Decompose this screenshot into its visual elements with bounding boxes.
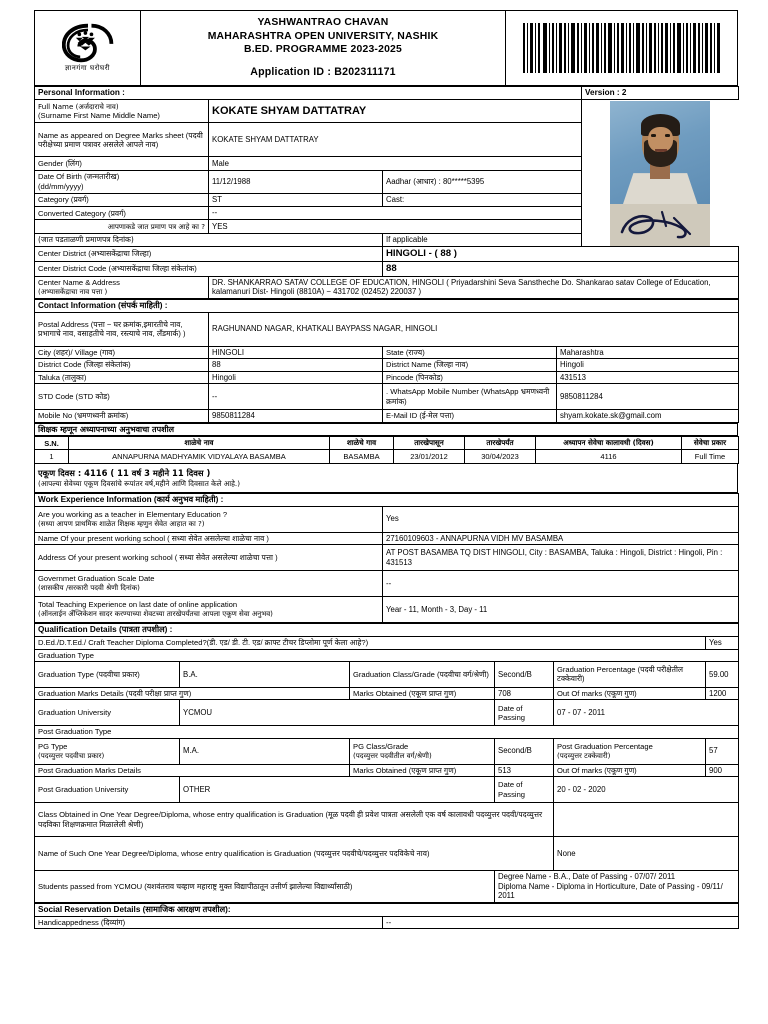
row-city-state <box>35 346 739 359</box>
ycmou-diploma-line: Diploma Name - Diploma in Horticulture, Date of Passing - 09/11/ 2011 <box>498 881 723 901</box>
row-district <box>35 359 739 372</box>
pg-percentage-label <box>554 738 706 764</box>
pg-type-label-dev: (पदव्युत्तर पदवीचा प्रकार) <box>38 750 105 760</box>
present-school-address-value: AT POST BASAMBA TQ DIST HINGOLI, City : BASAMBA, Taluka : Hingoli, District : Hingoli, Pin : 431513 <box>383 545 739 571</box>
govt-scale-date-label <box>35 571 383 597</box>
dob-label-format: (dd/mm/yyyy) <box>38 181 84 191</box>
one-year-name-label: Name of Such One Year Degree/Diploma, whose entry qualification is Graduation (पदव्युत्तर पदवीचे/पदव्युत्तर पदविकेचे नाव) <box>35 837 554 871</box>
experience-total-cell <box>35 464 738 493</box>
photo-and-signature <box>582 100 739 247</box>
present-school-address-label: Address Of your present working school ( सध्या सेवेत असलेल्या शाळेचा पत्ता ) <box>35 545 383 571</box>
ycmou-degree-line: Degree Name - B.A., Date of Passing - 07/07/ 2011 <box>498 872 676 882</box>
ycmou-passed-label: Students passed from YCMOU (यशवंतराव चव्हाण महाराष्ट्र मुक्त विद्यापीठातून उत्तीर्ण झालेल्या विद्यार्थ्यांसाठी) <box>35 871 495 903</box>
cell-service-type: Full Time <box>682 450 739 463</box>
center-district-code-value: 88 <box>383 261 739 276</box>
district-code-label: District Code (जिल्हा संकेतांक) <box>35 359 209 372</box>
full-name-label <box>35 100 209 123</box>
taluka-label: Taluka (तालुका) <box>35 371 209 384</box>
cell-to-date: 30/04/2023 <box>465 450 536 463</box>
row-taluka-pincode <box>35 371 739 384</box>
university-logo <box>35 11 141 86</box>
version-label: Version : 2 <box>582 87 739 100</box>
center-district-label: Center District (अभ्यासकेंद्राचा जिल्हा) <box>35 247 383 262</box>
pg-marks-obtained-label: Marks Obtained (एकूण प्राप्त गुण) <box>350 764 495 777</box>
state-label: State (राज्य) <box>383 346 557 359</box>
cell-from-date: 23/01/2012 <box>394 450 465 463</box>
caste-certificate-label: आपणाकडे जात प्रमाण पत्र आहे का ? <box>35 220 209 233</box>
present-school-name-value: 27160109603 - ANNAPURNA VIDH MV BASAMBA <box>383 532 739 545</box>
converted-category-value: -- <box>209 206 582 219</box>
full-name-label-sub: (Surname First Name Middle Name) <box>38 111 160 121</box>
category-value: ST <box>209 193 383 206</box>
col-service-type: सेवेचा प्रकार <box>682 437 739 450</box>
barcode-cell <box>506 11 738 86</box>
section-work-experience-label: Work Experience Information (कार्य अनुभव माहिती) : <box>35 493 739 506</box>
row-pg-university <box>35 777 739 803</box>
university-line-2: MAHARASHTRA OPEN UNIVERSITY, NASHIK <box>207 30 439 42</box>
center-name-label-dev: (अभ्यासकेंद्राचा नाव पत्ता ) <box>38 286 108 296</box>
col-village: शाळेचे गाव <box>330 437 394 450</box>
handicappedness-label: Handicappedness (दिव्यांग) <box>35 916 383 929</box>
elementary-teacher-label-en: Are you working as a teacher in Elementary Education ? <box>38 509 228 519</box>
section-contact-information <box>35 299 739 312</box>
graduation-type-value: B.A. <box>180 661 350 687</box>
row-center-name-address <box>35 276 739 298</box>
pg-out-of-label: Out Of marks (एकूण गुण) <box>554 764 706 777</box>
pg-type-label <box>35 738 180 764</box>
pg-class-label-en: PG Class/Grade <box>353 741 409 751</box>
section-personal-label: Personal Information : <box>35 87 582 100</box>
row-present-school-name <box>35 532 739 545</box>
cell-village: BASAMBA <box>330 450 394 463</box>
row-elementary-teacher <box>35 506 739 532</box>
email-label: E-Mail ID (ई-मेल पत्ता) <box>383 410 557 423</box>
whatsapp-value: 9850811284 <box>557 384 739 410</box>
aadhar-label: Aadhar (आधार) : 80*****5395 <box>383 170 582 193</box>
section-personal-information <box>35 87 739 100</box>
graduation-marks-label: Graduation Marks Details (पदवी परीक्षा प्राप्त गुण) <box>35 687 350 700</box>
programme-line: B.ED. PROGRAMME 2023-2025 <box>243 44 403 56</box>
caste-verification-label: (जात पडताळणी प्रमाणपत्र दिनांक) <box>35 233 383 246</box>
graduation-class-value: Second/B <box>495 661 554 687</box>
pg-percentage-label-en: Post Graduation Percentage <box>557 741 653 751</box>
std-code-label: STD Code (STD कोड) <box>35 384 209 410</box>
experience-header-row <box>35 437 739 450</box>
pg-dop-label: Date of Passing <box>495 777 554 803</box>
row-one-year-name <box>35 837 739 871</box>
row-graduation-type <box>35 661 739 687</box>
center-name-label-en: Center Name & Address <box>38 277 120 287</box>
row-graduation-type-header <box>35 649 739 661</box>
gender-label: Gender (लिंग) <box>35 157 209 170</box>
row-graduation-university <box>35 700 739 726</box>
ycmou-passed-value <box>495 871 739 903</box>
taluka-value: Hingoli <box>209 371 383 384</box>
total-experience-label-dev: (ऑनलाईन अँप्लिकेशन सादर करण्याच्या शेवटच्या तारखेपर्यंतचा आपला एकूण सेवा अनुभव) <box>38 609 273 619</box>
graduation-university-label: Graduation University <box>35 700 180 726</box>
row-center-district-code <box>35 261 739 276</box>
ded-completed-label: D.Ed./D.T.Ed./ Craft Teacher Diploma Completed?(डी. एड/ डी. टी. एड/ क्राफ्ट टीचर डिप्लोमा पूर्ण केला आहे?) <box>35 637 706 650</box>
caste-verification-value: If applicable <box>383 233 582 246</box>
district-code-value: 88 <box>209 359 383 372</box>
pg-percentage-label-dev: (पदव्युत्तर टक्केवारी) <box>557 750 611 760</box>
section-social-reservation <box>35 903 739 916</box>
form-header <box>34 10 738 86</box>
converted-category-label: Converted Category (प्रवर्ग) <box>35 206 209 219</box>
elementary-teacher-label <box>35 506 383 532</box>
center-district-value: HINGOLI - ( 88 ) <box>383 247 739 262</box>
elementary-teacher-label-dev: (सध्या आपण प्राथमिक शाळेत शिक्षक म्हणुन सेवेत आहात का ?) <box>38 518 205 528</box>
contact-information-table <box>34 299 739 423</box>
cast-label: Cast: <box>383 193 582 206</box>
university-line-1: YASHWANTRAO CHAVAN <box>257 17 389 28</box>
section-qualification-label: Qualification Details (पात्रता तपशील) : <box>35 624 739 637</box>
pg-class-label <box>350 738 495 764</box>
graduation-marks-obtained-value: 708 <box>495 687 554 700</box>
pg-marks-obtained-value: 513 <box>495 764 554 777</box>
row-pg-type <box>35 738 739 764</box>
handicappedness-value: -- <box>383 916 739 929</box>
center-district-code-label: Center District Code (अभ्यासकेंद्राचा जिल्हा संकेतांक) <box>35 261 383 276</box>
qualification-details-table <box>34 623 739 903</box>
degree-marksheet-name-label: Name as appeared on Degree Marks sheet (पदवी परीक्षेच्या प्रमाण पत्रावर असलेले आपले नाव) <box>35 123 209 157</box>
full-name-label-en: Full Name (अर्जदाराचे नाव) <box>38 101 119 111</box>
total-experience-label <box>35 597 383 623</box>
section-teaching-experience <box>35 423 738 436</box>
row-ycmou-passed <box>35 871 739 903</box>
pg-class-value: Second/B <box>495 738 554 764</box>
row-govt-scale-date <box>35 571 739 597</box>
teaching-experience-section <box>34 423 738 437</box>
row-postal-address <box>35 312 739 346</box>
applicant-photo <box>610 101 710 246</box>
section-contact-label: Contact Information (संपर्क माहिती) : <box>35 299 739 312</box>
pg-type-header: Post Graduation Type <box>35 726 739 738</box>
dob-label <box>35 170 209 193</box>
pincode-label: Pincode (पिनकोड) <box>383 371 557 384</box>
whatsapp-label: . WhatsApp Mobile Number (WhatsApp भ्रमणध्वनी क्रमांक) <box>383 384 557 410</box>
col-sn: S.N. <box>35 437 69 450</box>
logo-icon <box>62 23 114 63</box>
section-social-reservation-label: Social Reservation Details (सामाजिक आरक्षण तपशील): <box>35 903 739 916</box>
total-experience-value: Year - 11, Month - 3, Day - 11 <box>383 597 739 623</box>
degree-marksheet-name-value: KOKATE SHYAM DATTATRAY <box>209 123 582 157</box>
section-qualification <box>35 624 739 637</box>
caste-certificate-value: YES <box>209 220 582 233</box>
one-year-name-value: None <box>554 837 739 871</box>
pg-type-value: M.A. <box>180 738 350 764</box>
district-name-value: Hingoli <box>557 359 739 372</box>
graduation-out-of-label: Out Of marks (एकूण गुण) <box>554 687 706 700</box>
postal-address-value: RAGHUNAND NAGAR, KHATKALI BAYPASS NAGAR, HINGOLI <box>209 312 739 346</box>
govt-scale-date-label-en: Governmet Graduation Scale Date <box>38 574 155 584</box>
row-pg-marks <box>35 764 739 777</box>
signature-icon <box>616 208 704 244</box>
row-std-whatsapp <box>35 384 739 410</box>
work-experience-table <box>34 493 739 624</box>
social-reservation-table <box>34 903 739 930</box>
personal-information-table <box>34 86 739 298</box>
pg-university-value: OTHER <box>180 777 495 803</box>
full-name-value: KOKATE SHYAM DATTATRAY <box>209 100 582 123</box>
experience-total-section <box>34 464 738 493</box>
teaching-experience-table <box>34 436 739 463</box>
pg-university-label: Post Graduation University <box>35 777 180 803</box>
mobile-label: Mobile No (भ्रमणध्वनी क्रमांक) <box>35 410 209 423</box>
total-days-note: एकूण दिवस : 4116 ( 11 वर्ष 3 महीने 11 दिवस ) <box>38 467 211 478</box>
graduation-type-header: Graduation Type <box>35 649 739 661</box>
graduation-dop-value: 07 - 07 - 2011 <box>554 700 739 726</box>
mobile-value: 9850811284 <box>209 410 383 423</box>
graduation-percentage-value: 59.00 <box>706 661 739 687</box>
cell-service-days: 4116 <box>536 450 682 463</box>
row-ded-completed <box>35 637 739 650</box>
barcode-icon <box>519 21 725 75</box>
application-id: Application ID : B202311171 <box>250 66 396 79</box>
category-label: Category (प्रवर्ग) <box>35 193 209 206</box>
col-to-date: तारखेपर्यंत <box>465 437 536 450</box>
row-pg-type-header <box>35 726 739 738</box>
section-teaching-experience-label: शिक्षक म्हणून अध्यापनाच्या अनुभवाचा तपशील <box>35 423 738 436</box>
city-value: HINGOLI <box>209 346 383 359</box>
row-mobile-email <box>35 410 739 423</box>
applicant-signature <box>610 204 710 246</box>
graduation-type-label: Graduation Type (पदवीचा प्रकार) <box>35 661 180 687</box>
row-present-school-address <box>35 545 739 571</box>
row-full-name <box>35 100 739 123</box>
pg-percentage-value: 57 <box>706 738 739 764</box>
section-work-experience <box>35 493 739 506</box>
graduation-percentage-label: Graduation Percentage (पदवी परीक्षेतील टक्केवारी) <box>554 661 706 687</box>
title-block <box>141 11 506 86</box>
row-center-district <box>35 247 739 262</box>
govt-scale-date-label-dev: (शासकीय /सरकारी पदवी श्रेणी दिनांक) <box>38 583 140 593</box>
state-value: Maharashtra <box>557 346 739 359</box>
ded-completed-value: Yes <box>706 637 739 650</box>
one-year-class-value <box>554 803 739 837</box>
graduation-marks-obtained-label: Marks Obtained (एकूण प्राप्त गुण) <box>350 687 495 700</box>
pg-out-of-value: 900 <box>706 764 739 777</box>
email-value: shyam.kokate.sk@gmail.com <box>557 410 739 423</box>
present-school-name-label: Name Of your present working school ( सध्या सेवेत असलेल्या शाळेचा नाव ) <box>35 532 383 545</box>
col-service-days: अध्यापन सेवेचा कालावधी (दिवस) <box>536 437 682 450</box>
pg-type-label-en: PG Type <box>38 741 68 751</box>
district-name-label: District Name (जिल्हा नाव) <box>383 359 557 372</box>
center-name-value: DR. SHANKARRAO SATAV COLLEGE OF EDUCATION, HINGOLI ( Priyadarshini Seva Sanstheche Do. Shankarao satav College of Education, kalamanuri Dist- Hingoli (8810A) − 431702 (02452) 220037 ) <box>209 276 739 298</box>
one-year-class-label: Class Obtained in One Year Degree/Diploma, whose entry qualification is Graduation (मूळ पदवी ही प्रवेश पात्रता असलेली एक वर्ष कालावधी पदव्युत्तर पदवी/पदव्युत्तर पदविका शिक्षणक्रमात मिळालेली श्रेणी) <box>35 803 554 837</box>
dob-label-text: Date Of Birth (जन्मतारीख) <box>38 172 120 182</box>
dob-value: 11/12/1988 <box>209 170 383 193</box>
col-school-name: शाळेचे नाव <box>69 437 330 450</box>
std-code-value: -- <box>209 384 383 410</box>
center-name-label <box>35 276 209 298</box>
graduation-out-of-value: 1200 <box>706 687 739 700</box>
graduation-university-value: YCMOU <box>180 700 495 726</box>
cell-sn: 1 <box>35 450 69 463</box>
city-label: City (शहर)/ Village (गाव) <box>35 346 209 359</box>
col-from-date: तारखेपासून <box>394 437 465 450</box>
elementary-teacher-value: Yes <box>383 506 739 532</box>
graduation-class-label: Graduation Class/Grade (पदवीचा वर्ग/श्रेणी) <box>350 661 495 687</box>
logo-caption: ज्ञानगंगा घरोघरी <box>64 64 111 73</box>
row-handicappedness <box>35 916 739 929</box>
table-row <box>35 450 739 463</box>
total-experience-label-en: Total Teaching Experience on last date of online application <box>38 600 238 610</box>
row-graduation-marks <box>35 687 739 700</box>
experience-total-row <box>35 464 738 493</box>
row-one-year-class <box>35 803 739 837</box>
row-total-experience <box>35 597 739 623</box>
pg-dop-value: 20 - 02 - 2020 <box>554 777 739 803</box>
postal-address-label: Postal Address (पत्ता − घर क्रमांक,इमारतीचे नाव, प्रभागाचे नाव, वसाहतीचे नाव, रस्त्याचे नाव, लँडमार्क) ) <box>35 312 209 346</box>
pg-marks-label: Post Graduation Marks Details <box>35 764 350 777</box>
graduation-dop-label: Date of Passing <box>495 700 554 726</box>
gender-value: Male <box>209 157 582 170</box>
pincode-value: 431513 <box>557 371 739 384</box>
cell-school-name: ANNAPURNA MADHYAMIK VIDYALAYA BASAMBA <box>69 450 330 463</box>
total-days-subnote: (आपल्या सेवेच्या एकूण दिवसांचे रूपांतर वर्ष,महीने आणि दिवसात केले आहे.) <box>38 478 240 488</box>
pg-class-label-dev: (पदव्युत्तर पदवीतील वर्ग/श्रेणी) <box>353 750 432 760</box>
govt-scale-date-value: -- <box>383 571 739 597</box>
